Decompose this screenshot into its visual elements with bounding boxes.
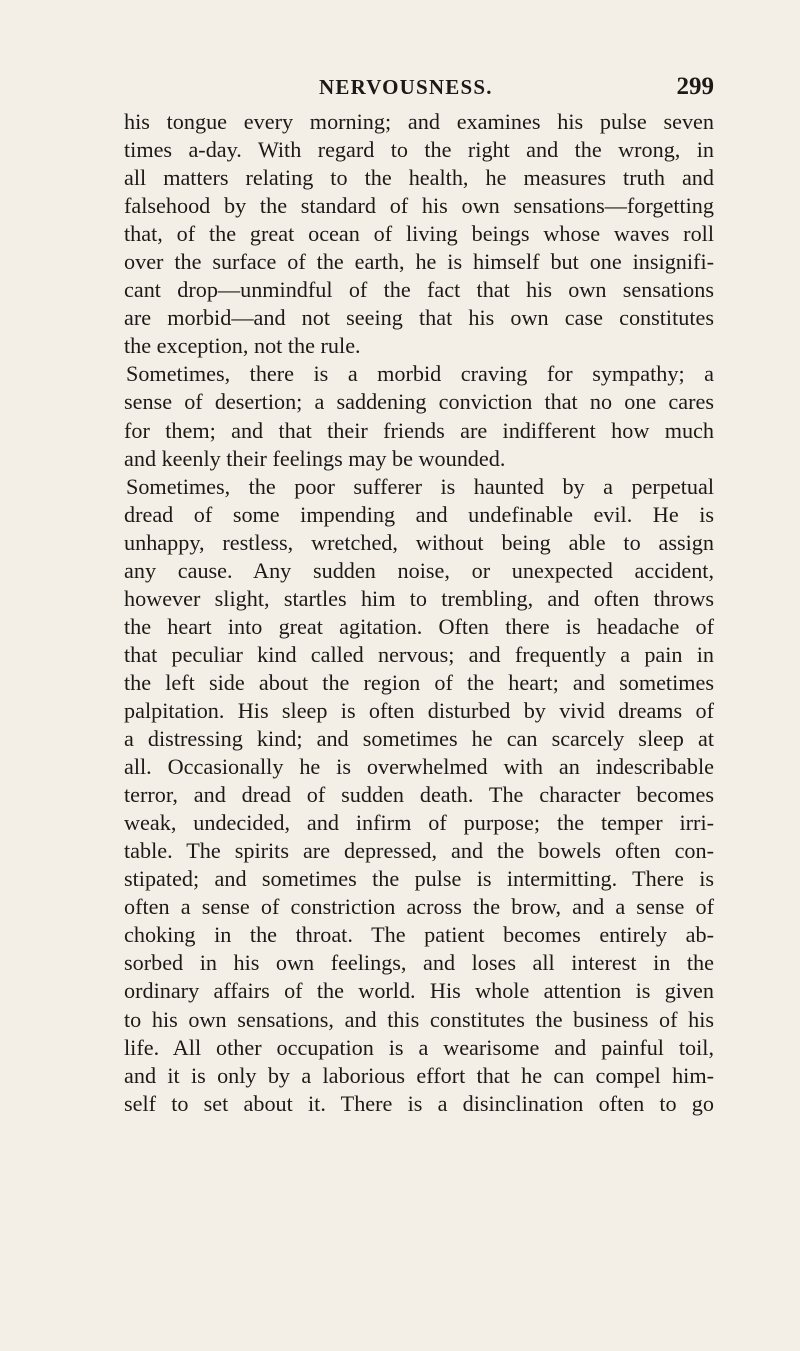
text-line: cant drop—unmindful of the fact that his own sensations	[124, 277, 714, 303]
text-line: for them; and that their friends are indifferent how much	[124, 417, 714, 443]
text-line: falsehood by the standard of his own sensations—forgetting	[124, 193, 714, 219]
running-head: NERVOUSNESS.	[319, 75, 493, 99]
paragraph-start-line: Sometimes, there is a morbid craving for sympathy; a	[126, 361, 714, 387]
text-line: are morbid—and not seeing that his own case constitutes	[124, 305, 714, 331]
text-line: ordinary affairs of the world. His whole attention is given	[124, 978, 714, 1004]
text-line: table. The spirits are depressed, and the bowels often con-	[124, 838, 714, 864]
text-line: that peculiar kind called nervous; and frequently a pain in	[124, 641, 714, 667]
text-line: to his own sensations, and this constitutes the business of his	[124, 1006, 714, 1032]
text-line: all matters relating to the health, he measures truth and	[124, 165, 714, 191]
text-line: all. Occasionally he is overwhelmed with an indescribable	[124, 754, 714, 780]
text-line: unhappy, restless, wretched, without being able to assign	[124, 529, 714, 555]
text-line: that, of the great ocean of living beings whose waves roll	[124, 221, 714, 247]
text-line: the left side about the region of the heart; and sometimes	[124, 669, 714, 695]
text-line: weak, undecided, and infirm of purpose; the temper irri-	[124, 810, 714, 836]
body-text	[124, 108, 714, 1118]
text-line: times a-day. With regard to the right and the wrong, in	[124, 137, 714, 163]
text-line: dread of some impending and undefinable evil. He is	[124, 501, 714, 527]
paragraph-start-line: Sometimes, the poor sufferer is haunted by a perpetual	[126, 473, 714, 499]
text-line: the exception, not the rule.	[124, 333, 361, 359]
text-line: terror, and dread of sudden death. The character becomes	[124, 782, 714, 808]
text-line: sorbed in his own feelings, and loses all interest in the	[124, 950, 714, 976]
text-line: choking in the throat. The patient becomes entirely ab-	[124, 922, 714, 948]
text-line: often a sense of constriction across the brow, and a sense of	[124, 894, 714, 920]
text-line: the heart into great agitation. Often there is headache of	[124, 613, 714, 639]
text-line: self to set about it. There is a disinclination often to go	[124, 1090, 714, 1116]
text-line: a distressing kind; and sometimes he can scarcely sleep at	[124, 726, 714, 752]
text-line: his tongue every morning; and examines his pulse seven	[124, 109, 714, 134]
text-line: over the surface of the earth, he is himself but one insignifi-	[124, 249, 714, 275]
page-number: 299	[676, 73, 714, 100]
page-header	[124, 73, 714, 107]
text-line: stipated; and sometimes the pulse is intermitting. There is	[124, 866, 714, 892]
text-line: and keenly their feelings may be wounded.	[124, 445, 506, 471]
text-line: however slight, startles him to trembling, and often throws	[124, 585, 714, 611]
text-line: sense of desertion; a saddening conviction that no one cares	[124, 389, 714, 415]
text-line: any cause. Any sudden noise, or unexpected accident,	[124, 557, 714, 583]
text-line: and it is only by a laborious effort that he can compel him-	[124, 1062, 714, 1088]
text-line: palpitation. His sleep is often disturbed by vivid dreams of	[124, 697, 714, 723]
text-line: life. All other occupation is a wearisome and painful toil,	[124, 1034, 714, 1060]
